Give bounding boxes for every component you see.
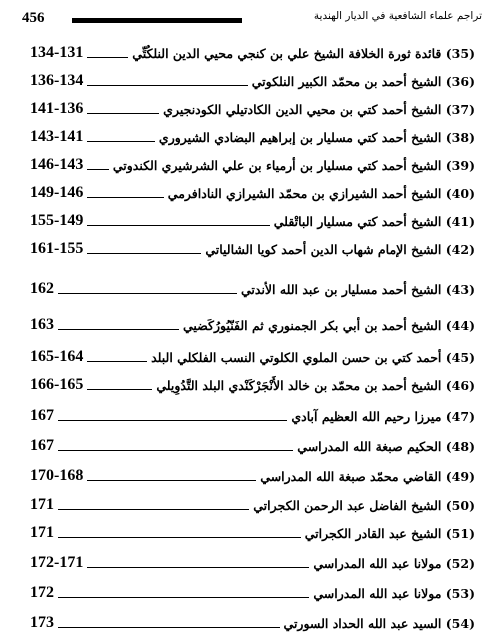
- toc-entry-title: (47) ميرزا رحيم الله العظيم آبادي: [291, 408, 475, 424]
- toc-entry: [30, 238, 475, 260]
- page-number: 456: [22, 10, 45, 26]
- toc-leader-line: [87, 480, 256, 481]
- toc-entry-pages: 155-149: [30, 212, 84, 229]
- toc-entry-title: (39) الشيخ أحمد كتي مسليار بن أرمياء بن علي الشرشيري الكندوتي: [112, 157, 475, 173]
- toc-leader-line: [87, 57, 128, 58]
- toc-entry-pages: 161-155: [30, 240, 84, 257]
- toc-leader-line: [58, 509, 249, 510]
- toc-entry-title: (37) الشيخ أحمد كتي بن محيي الدين الكادتيلي الكودنجيري: [163, 101, 475, 117]
- toc-entry-pages: 162: [30, 280, 54, 297]
- toc-entry: [30, 552, 475, 574]
- toc-leader-line: [87, 141, 155, 142]
- header-rule: [72, 18, 242, 23]
- toc-entry: [30, 154, 475, 176]
- toc-entry-pages: 172-171: [30, 554, 84, 571]
- toc-leader-line: [87, 389, 152, 390]
- toc-entry-title: (36) الشيخ أحمد بن محمّد الكبير النلكوتي: [251, 73, 475, 89]
- toc-leader-line: [87, 567, 309, 568]
- running-title: تراجم علماء الشافعية في الديار الهندية: [313, 10, 482, 22]
- toc-entry-title: (41) الشيخ أحمد كتي مسليار الباتْقلي: [273, 213, 475, 229]
- toc-leader-line: [87, 197, 163, 198]
- toc-leader-line: [87, 253, 201, 254]
- toc-entry-title: (43) الشيخ أحمد مسليار بن عبد الله الأندتي: [240, 281, 475, 297]
- toc-entry: [30, 314, 475, 336]
- toc-leader-line: [58, 420, 287, 421]
- toc-entry: [30, 182, 475, 204]
- toc-entry-pages: 165-164: [30, 348, 84, 365]
- toc-entry-title: (53) مولانا عبد الله المدراسي: [313, 585, 475, 601]
- toc-entry-pages: 172: [30, 584, 54, 601]
- toc-leader-line: [87, 225, 269, 226]
- toc-entry-pages: 171: [30, 496, 54, 513]
- toc-leader-line: [58, 329, 179, 330]
- toc-entry-pages: 170-168: [30, 467, 84, 484]
- toc-entry-pages: 136-134: [30, 72, 84, 89]
- toc-entry-title: (51) الشيخ عبد القادر الكجراتي: [304, 525, 475, 541]
- toc-entry: [30, 612, 475, 634]
- toc-entry: [30, 494, 475, 516]
- toc-entry-title: (45) أحمد كتي بن حسن الملوي الكلوتي النسب الفلكلي البلد: [151, 349, 475, 365]
- toc-leader-line: [87, 361, 147, 362]
- toc-entry: [30, 435, 475, 457]
- toc-entry-pages: 167: [30, 407, 54, 424]
- toc-entry-title: (38) الشيخ أحمد كتي مسليار بن إبراهيم البضادي الشيروري: [158, 129, 475, 145]
- toc-entry-pages: 134-131: [30, 44, 84, 61]
- toc-entry-pages: 173: [30, 614, 54, 631]
- toc-entry: [30, 582, 475, 604]
- toc-entry: [30, 70, 475, 92]
- toc-entry-pages: 171: [30, 524, 54, 541]
- toc-entry: [30, 278, 475, 300]
- toc-entry: [30, 126, 475, 148]
- toc-entry-title: (35) قائدة ثورة الخلافة الشيخ علي بن كنجي محيي الدين النلكُتِّي: [132, 45, 475, 61]
- toc-entry-pages: 146-143: [30, 156, 84, 173]
- toc-entry-title: (42) الشيخ الإمام شهاب الدين أحمد كويا الشالياتي: [205, 241, 475, 257]
- toc-entry: [30, 465, 475, 487]
- toc-leader-line: [87, 113, 159, 114]
- toc-entry: [30, 98, 475, 120]
- toc-entry: [30, 210, 475, 232]
- toc-leader-line: [58, 597, 309, 598]
- toc-entry: [30, 522, 475, 544]
- toc-entry-pages: 149-146: [30, 184, 84, 201]
- toc-leader-line: [58, 450, 293, 451]
- toc-entry-title: (49) القاضي محمّد صبغة الله المدراسي: [260, 468, 475, 484]
- toc-entry-pages: 167: [30, 437, 54, 454]
- toc-entry-title: (54) السيد عبد الله الحداد السورتي: [283, 615, 475, 631]
- toc-entry-title: (44) الشيخ أحمد بن أبي بكر الجمنوري ثم الفَنّيُورُكَضيي: [182, 317, 475, 333]
- toc-entry-title: (52) مولانا عبد الله المدراسي: [313, 555, 475, 571]
- toc-entry: [30, 374, 475, 396]
- toc-entry-pages: 166-165: [30, 376, 84, 393]
- toc-entry: [30, 346, 475, 368]
- page-header: [22, 10, 482, 32]
- toc-entry-title: (50) الشيخ الفاضل عبد الرحمن الكجراتي: [253, 497, 475, 513]
- toc-leader-line: [58, 537, 301, 538]
- toc-entry-pages: 143-141: [30, 128, 84, 145]
- toc-leader-line: [87, 85, 247, 86]
- toc-leader-line: [87, 169, 109, 170]
- toc-leader-line: [58, 627, 280, 628]
- toc-leader-line: [58, 293, 237, 294]
- toc-entry: [30, 42, 475, 64]
- toc-entry: [30, 405, 475, 427]
- toc-entry-title: (48) الحكيم صبغة الله المدراسي: [297, 438, 475, 454]
- toc-entry-pages: 163: [30, 316, 54, 333]
- toc-entry-title: (46) الشيخ أحمد بن محمّد بن خالد الأَنْجَرْكَنْدي البلد التَّدُوِيلي: [156, 377, 475, 393]
- toc-entry-pages: 141-136: [30, 100, 84, 117]
- toc-entry-title: (40) الشيخ أحمد الشيرازي بن محمّد الشيرازي النادافرمي: [167, 185, 475, 201]
